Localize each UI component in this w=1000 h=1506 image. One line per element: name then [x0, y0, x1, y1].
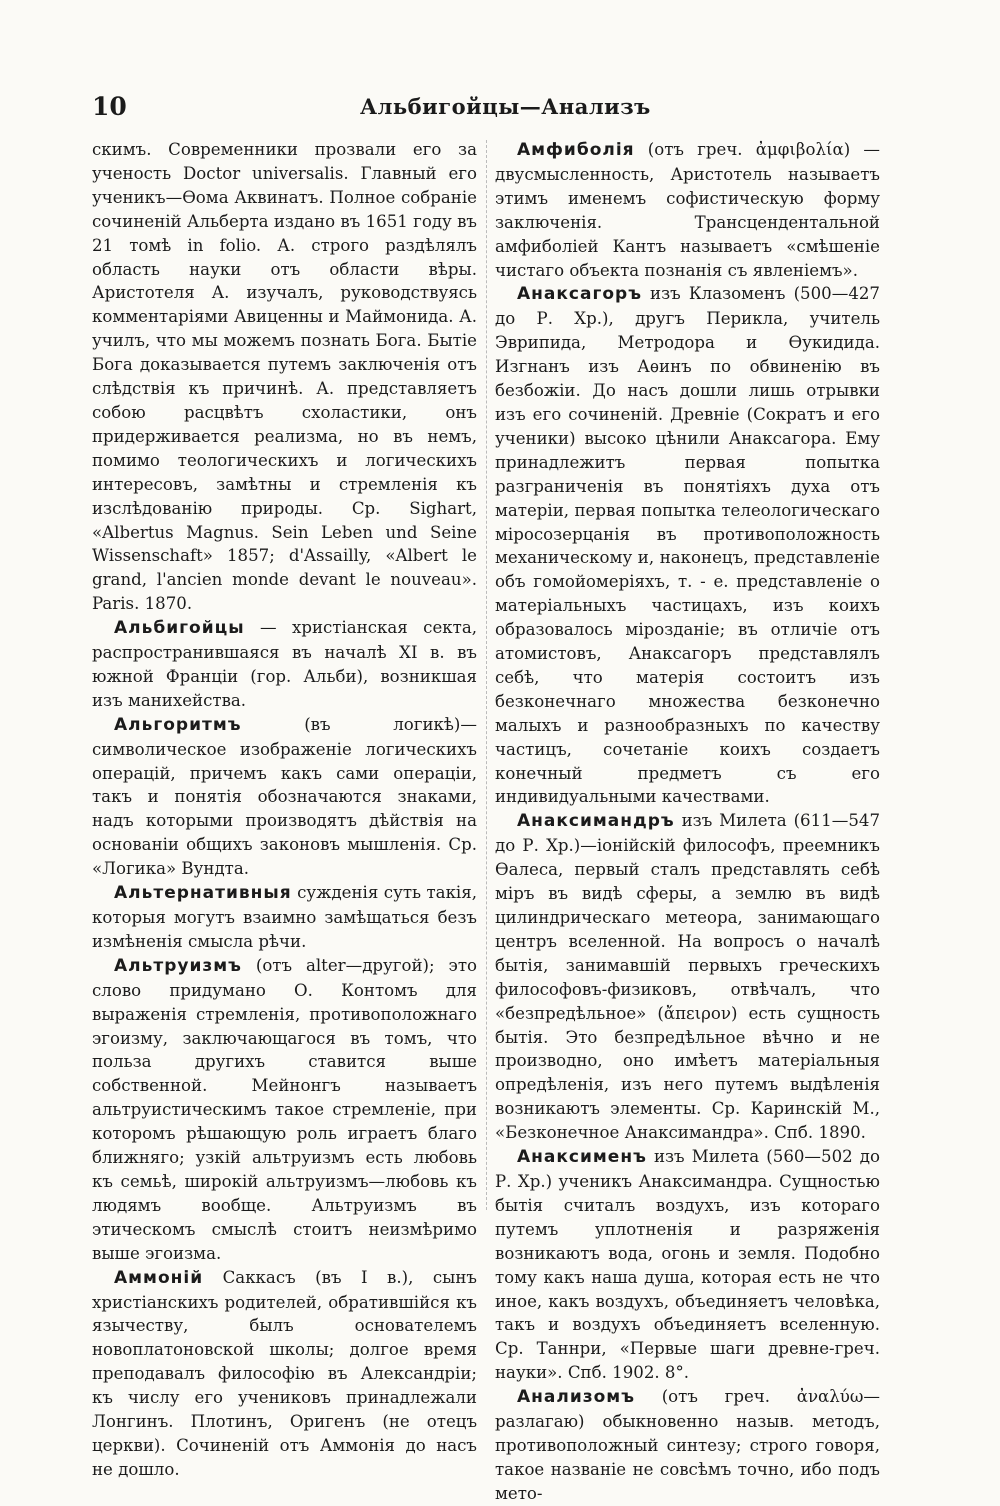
- entry-anaximenes: [495, 1145, 880, 1385]
- entry-alternative: [92, 881, 477, 954]
- entry-anaxagoras: [495, 282, 880, 809]
- entry-amphiboly: [495, 138, 880, 282]
- entry-term: Амфиболія: [517, 140, 635, 160]
- entry-term: Альтернативныя: [114, 883, 292, 904]
- entry-text: Саккасъ (въ I в.), сынъ христіанскихъ родителей, обратившійся къ язычеству, былъ основателемъ новоплатоновской школы; долгое время преподавалъ философію въ Александріи; къ числу его учениковъ принадлежали Лонгинъ. Плотинъ, Оригенъ (не отецъ церкви). Сочиненій отъ Аммонія до насъ не дошло.: [92, 1267, 477, 1479]
- entry-text: (отъ alter—другой); это слово придумано О. Контомъ для выраженія стремленія, противоположнаго эгоизму, заключающагося въ томъ, что польза другихъ ставится выше собственной. Мейнонгъ называетъ альтруистическимъ такое стремленіе, при которомъ рѣшающую роль играетъ благо ближняго; узкій альтруизмъ есть любовь къ семьѣ, широкій альтруизмъ—любовь къ людямъ вообще. Альтруизмъ въ этическомъ смыслѣ стоитъ неизмѣримо выше эгоизма.: [92, 955, 477, 1263]
- entry-text: — христіанская секта, распространившаяся въ началѣ XI в. въ южной Франціи (гор. Альби), возникшая изъ манихейства.: [92, 618, 477, 710]
- entry-ammonius: [92, 1266, 477, 1482]
- column-divider: [486, 140, 487, 1210]
- page-number: 10: [92, 92, 127, 121]
- entry-text: изъ Клазоменъ (500—427 до Р. Хр.), другъ Перикла, учитель Эврипида, Метродора и Ѳукидида. Изгнанъ изъ Аѳинъ по обвиненію въ безбожіи. До насъ дошли лишь отрывки изъ его сочиненій. Древніе (Сократъ и его ученики) высоко цѣнили Анаксагора. Ему принадлежитъ первая попытка разграниченія въ понятіяхъ духа отъ матеріи, первая попытка телеологическаго міросозерцанія въ противоположность механическому и, наконецъ, представленіе объ гомойомеріяхъ, т. - е. представленіе о матеріальныхъ частицахъ, изъ коихъ образовалось мірозданіе; въ отличіе отъ атомистовъ, Анаксагоръ представлялъ себѣ, что матерія состоитъ изъ безконечнаго множества безконечно малыхъ и разнообразныхъ по качеству частицъ, сочетаніе коихъ создаетъ конечный предметъ съ его индивидуальными качествами.: [495, 284, 880, 807]
- entry-term: Анаксагоръ: [517, 284, 642, 305]
- left-column: [92, 138, 477, 1482]
- entry-text: изъ Милета (560—502 до Р. Хр.) ученикъ Анаксимандра. Сущностью бытія считалъ воздухъ, изъ котораго путемъ уплотненія и разряженія возникаютъ вода, огонь и земля. Подобно тому какъ наша душа, которая есть не что иное, какъ воздухъ, объединяетъ человѣка, такъ и воздухъ объединяетъ вселенную. Ср. Таннри, «Первые шаги древне-греч. науки». Спб. 1902. 8°.: [495, 1147, 880, 1383]
- entry-albigensians: [92, 616, 477, 713]
- entry-term: Анаксименъ: [517, 1147, 647, 1168]
- entry-text: сужденія суть такія, которыя могутъ взаимно замѣщаться безъ измѣненія смысла рѣчи.: [92, 883, 477, 951]
- entry-term: Альгоритмъ: [114, 714, 242, 735]
- entry-analysis: [495, 1385, 880, 1506]
- running-head: Альбигойцы—Анализъ: [360, 94, 651, 119]
- entry-text: изъ Милета (611—547 до Р. Хр.)—іонійскій философъ, преемникъ Ѳалеса, первый сталъ представлять себѣ міръ въ видѣ сферы, а землю въ видѣ цилиндрическаго метеора, занимающаго центръ вселенной. На вопросъ о началѣ бытія, занимавшій первыхъ греческихъ философовъ-физиковъ, отвѣчалъ, что «безпредѣльное» (ἄπειρον) есть сущность бытія. Это безпредѣльное вѣчно и не производно, оно имѣетъ матеріальныя опредѣленія, изъ него путемъ выдѣленія возникаютъ элементы. Ср. Каринскій М., «Безконечное Анаксимандра». Спб. 1890.: [495, 811, 880, 1143]
- entry-term: Анализомъ: [517, 1387, 635, 1408]
- right-column: [495, 138, 880, 1506]
- entry-anaximander: [495, 809, 880, 1145]
- entry-term: Аммоній: [114, 1267, 204, 1288]
- entry-term: Альтруизмъ: [114, 955, 242, 976]
- entry-text: (отъ греч. ἀναλύω—разлагаю) обыкновенно назыв. методъ, противоположный синтезу; строго говоря, такое названіе не совсѣмъ точно, ибо подъ мето-: [495, 1387, 880, 1503]
- entry-algorithm: [92, 713, 477, 881]
- entry-text: (въ логикѣ)—символическое изображеніе логическихъ операцій, причемъ какъ сами операціи, такъ и понятія обозначаются знаками, надъ которыми производятъ дѣйствія на основаніи общихъ законовъ мышленія. Ср. «Логика» Вундта.: [92, 714, 477, 879]
- entry-term: Альбигойцы: [114, 618, 245, 639]
- entry-term: Анаксимандръ: [517, 811, 675, 832]
- entry-altruism: [92, 954, 477, 1266]
- entry-text: (отъ греч. ἀμφιβολία) — двусмысленность, Аристотель называетъ этимъ именемъ софистическую форму заключенія. Трансцендентальной амфиболіей Кантъ называетъ «смѣшеніе чистаго объекта познанія съ явленіемъ».: [495, 140, 880, 280]
- entry-text: скимъ. Современники прозвали его за ученость Doctor universalis. Главный его ученикъ—Ѳома Аквинатъ. Полное собраніе сочиненій Альберта издано въ 1651 году въ 21 томѣ in folio. А. строго раздѣлялъ область науки отъ области вѣры. Аристотеля А. изучалъ, руководствуясь комментаріями Авиценны и Маймонида. А. училъ, что мы можемъ познать Бога. Бытіе Бога доказывается путемъ заключенія отъ слѣдствія къ причинѣ. А. представляетъ собою расцвѣтъ схоластики, онъ придерживается реализма, но въ немъ, помимо теологическихъ и логическихъ интересовъ, замѣтны и стремленія къ изслѣдованію природы. Ср. Sighart, «Albertus Magnus. Sein Leben und Seine Wissenschaft» 1857; d'Assailly, «Albert le grand, l'ancien monde devant le nouveau». Paris. 1870.: [92, 140, 477, 614]
- entry-continuation: [92, 138, 477, 616]
